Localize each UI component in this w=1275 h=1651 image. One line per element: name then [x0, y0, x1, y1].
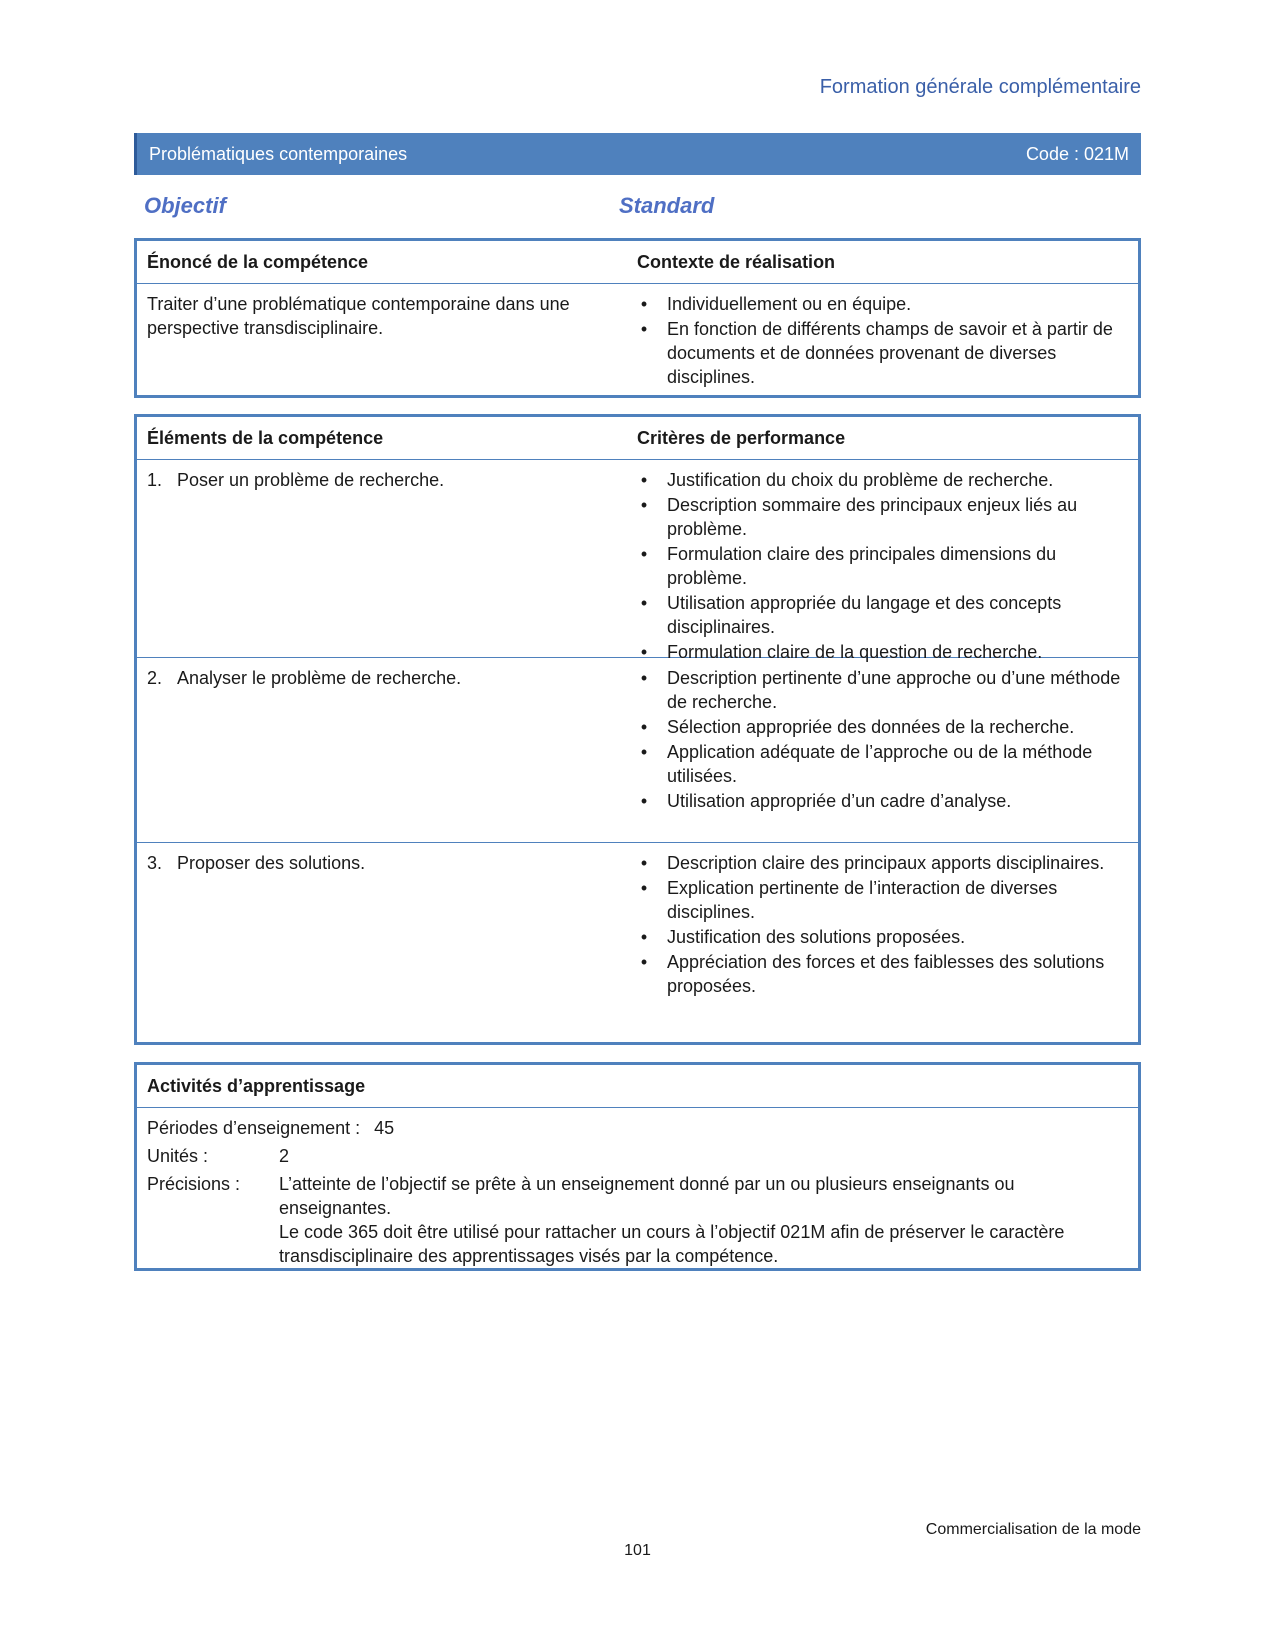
competence-row: [137, 284, 1138, 396]
list-item: • Description claire des principaux apports disciplinaires.: [637, 851, 1128, 875]
list-item: • Formulation claire de la question de recherche.: [637, 640, 1128, 664]
bullet-icon: •: [640, 470, 648, 490]
bullet-icon: •: [640, 742, 648, 762]
bullet-icon: •: [640, 593, 648, 613]
competence-statement: Traiter d’une problématique contemporaine dans une perspective transdisciplinaire.: [147, 294, 570, 338]
criteria-list: [637, 851, 1128, 998]
activities-heading: Activités d’apprentissage: [147, 1075, 366, 1096]
statement-header: Énoncé de la compétence: [147, 251, 369, 272]
bullet-icon: •: [640, 495, 648, 515]
list-item: • Justification du choix du problème de recherche.: [637, 468, 1128, 492]
running-header: Formation générale complémentaire: [819, 76, 1141, 98]
units-label: Unités :: [147, 1146, 209, 1166]
list-item: • Explication pertinente de l’interaction de diverses disciplines.: [637, 876, 1128, 924]
standard-heading: Standard: [619, 193, 715, 218]
periods-value: 45: [374, 1118, 395, 1138]
criteria-list: [637, 666, 1128, 813]
precisions-paragraph-1: L’atteinte de l’objectif se prête à un enseignement donné par un ou plusieurs enseignants ou enseignantes.: [279, 1174, 1015, 1218]
bullet-icon: •: [640, 853, 648, 873]
periods-line: [147, 1116, 1128, 1140]
bullet-icon: •: [640, 717, 648, 737]
precisions-paragraph-2: Le code 365 doit être utilisé pour rattacher un cours à l’objectif 021M afin de préserver le caractère transdisciplinaire des apprentissages visés par la compétence.: [279, 1222, 1065, 1266]
precisions-label: Précisions :: [147, 1174, 241, 1194]
course-code: Code : 021M: [1025, 143, 1129, 164]
units-line: [147, 1144, 1128, 1168]
bullet-icon: •: [640, 544, 648, 564]
precisions-line: [147, 1172, 1128, 1268]
element-row-2: [137, 657, 1138, 842]
bullet-icon: •: [640, 952, 648, 972]
competence-header: [137, 241, 1138, 284]
criteria-heading: Critères de performance: [637, 427, 846, 448]
bullet-icon: •: [640, 294, 648, 314]
bullet-icon: •: [640, 642, 648, 662]
element-row-3: [137, 842, 1138, 1005]
list-item: • En fonction de différents champs de savoir et à partir de documents et de données provenant de diverses disciplines.: [637, 317, 1128, 389]
elements-header: [137, 417, 1138, 460]
bullet-icon: •: [640, 878, 648, 898]
element-label: 1. Poser un problème de recherche.: [147, 470, 445, 490]
elements-heading: Éléments de la compétence: [147, 427, 384, 448]
bullet-icon: •: [640, 668, 648, 688]
list-item: • Description sommaire des principaux enjeux liés au problème.: [637, 493, 1128, 541]
activities-box: [134, 1062, 1141, 1271]
course-title-bar: [134, 133, 1141, 175]
course-title: Problématiques contemporaines: [149, 143, 408, 164]
list-item: • Individuellement ou en équipe.: [637, 292, 1128, 316]
activities-header: [137, 1065, 1138, 1108]
list-item: • Justification des solutions proposées.: [637, 925, 1128, 949]
criteria-list: [637, 468, 1128, 664]
competence-box: [134, 238, 1141, 398]
bullet-icon: •: [640, 791, 648, 811]
elements-box: [134, 414, 1141, 1045]
bullet-icon: •: [640, 927, 648, 947]
objectif-standard-row: [134, 193, 1141, 223]
list-item: • Application adéquate de l’approche ou de la méthode utilisées.: [637, 740, 1128, 788]
element-label: 3. Proposer des solutions.: [147, 853, 366, 873]
running-footer: Commercialisation de la mode: [925, 1521, 1141, 1538]
list-item: • Utilisation appropriée du langage et des concepts disciplinaires.: [637, 591, 1128, 639]
bullet-icon: •: [640, 319, 648, 339]
list-item: • Sélection appropriée des données de la recherche.: [637, 715, 1128, 739]
element-row-1: [137, 460, 1138, 662]
list-item: • Utilisation appropriée d’un cadre d’analyse.: [637, 789, 1128, 813]
context-header: Contexte de réalisation: [637, 251, 836, 272]
element-label: 2. Analyser le problème de recherche.: [147, 668, 462, 688]
objectif-heading: Objectif: [144, 193, 226, 218]
periods-label: Périodes d’enseignement :: [147, 1118, 361, 1138]
context-list: [637, 292, 1128, 389]
list-item: • Formulation claire des principales dimensions du problème.: [637, 542, 1128, 590]
list-item: • Appréciation des forces et des faiblesses des solutions proposées.: [637, 950, 1128, 998]
units-value: 2: [279, 1146, 290, 1166]
page-number: 101: [624, 1542, 651, 1559]
list-item: • Description pertinente d’une approche ou d’une méthode de recherche.: [637, 666, 1128, 714]
